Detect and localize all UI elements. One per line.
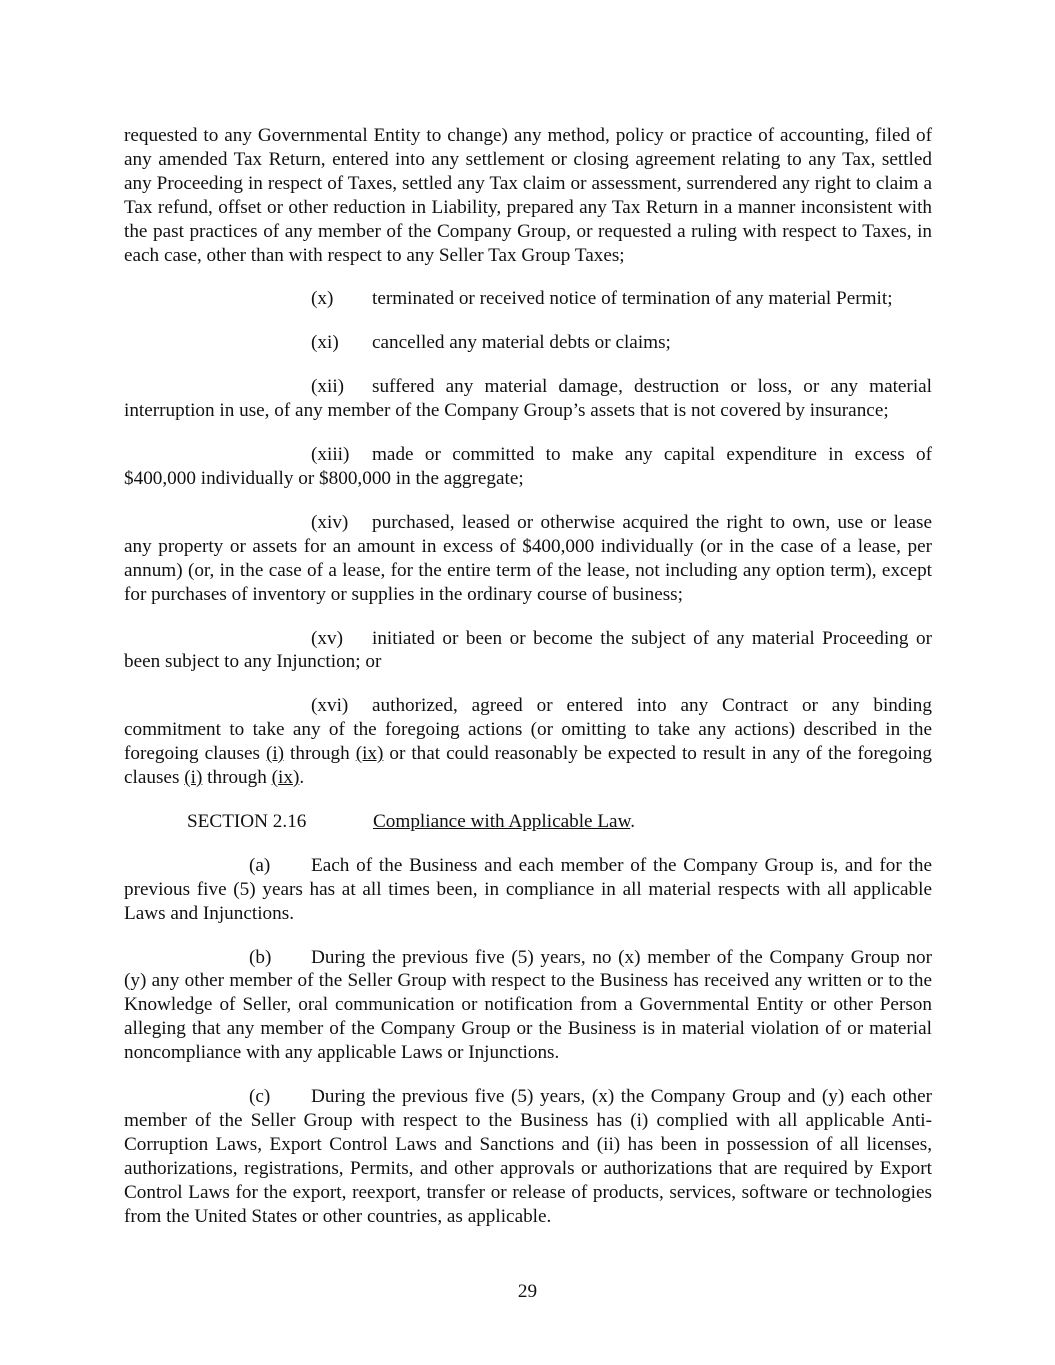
clause-xvi (124, 694, 932, 790)
clause-xi (124, 331, 932, 355)
clause-ref: (ix) (271, 767, 300, 789)
section-heading (124, 810, 932, 834)
clause-text: or that could reasonably be expected to result in any of the foregoing clauses (124, 743, 932, 789)
clause-text: purchased, leased or otherwise acquired the right to own, use or lease any property or assets for an amount in excess of $400,000 individually (or in the case of a lease, per annum) (or, in the case of a lease, for the entire term of the lease, not including any option term), except for purchases of inventory or supplies in the ordinary course of business; (124, 511, 932, 605)
clause-label: (xv) (311, 627, 343, 649)
clause-text: . (299, 767, 305, 789)
clause-text: initiated or been or become the subject of any material Proceeding or been subject to any Injunction; or (124, 627, 932, 673)
clause-text: suffered any material damage, destruction or loss, or any material interruption in use, of any member of the Company Group’s assets that is not covered by insurance; (124, 376, 932, 422)
section-number: SECTION 2.16 (187, 810, 307, 832)
clause-x (124, 287, 932, 311)
continuation-paragraph: requested to any Governmental Entity to change) any method, policy or practice of accounting, filed of any amended Tax Return, entered into any settlement or closing agreement relating to any Tax, settled any Proceeding in respect of Taxes, settled any Tax claim or assessment, surrendered any right to claim a Tax refund, offset or other reduction in Liability, prepared any Tax Return in a manner inconsistent with the past practices of any member of the Company Group, or requested a ruling with respect to Taxes, in each case, other than with respect to any Seller Tax Group Taxes; (124, 125, 932, 266)
subsection-label: (b) (249, 946, 272, 968)
clause-xv (124, 627, 932, 675)
clause-text: made or committed to make any capital expenditure in excess of $400,000 individually or $800,000 in the aggregate; (124, 444, 932, 489)
clause-text: through (284, 743, 356, 765)
section-title-end: . (630, 810, 635, 832)
clause-xiv (124, 511, 932, 607)
clause-ref: (i) (184, 767, 203, 789)
clause-xii (124, 375, 932, 423)
subsection-c (124, 1085, 932, 1228)
document-body (124, 124, 932, 1229)
page-number: 29 (517, 1281, 538, 1302)
clause-xiii (124, 443, 932, 491)
clause-text: cancelled any material debts or claims; (372, 332, 671, 354)
clause-text: through (202, 767, 272, 789)
subsection-label: (a) (249, 854, 271, 876)
clause-label: (xiii) (311, 444, 350, 466)
clause-ref: (i) (265, 743, 285, 765)
subsection-label: (c) (249, 1086, 271, 1108)
subsection-b (124, 946, 932, 1066)
subsection-text: During the previous five (5) years, no (x) member of the Company Group nor (y) any other member of the Seller Group with respect to the Business has received any written or to the Knowledge of Seller, oral communication or notification from a Governmental Entity or other Person alleging that any member of the Company Group or the Business is in material violation of or material noncompliance with any applicable Laws or Injunctions. (124, 946, 932, 1064)
clause-text: terminated or received notice of termination of any material Permit; (372, 288, 893, 310)
clause-label: (xi) (311, 332, 339, 354)
clause-ref: (ix) (355, 743, 384, 765)
clause-label: (x) (311, 288, 334, 310)
subsection-text: During the previous five (5) years, (x) the Company Group and (y) each other member of the Seller Group with respect to the Business has (i) complied with all applicable Anti-Corruption Laws, Export Control Laws and Sanctions and (ii) has been in possession of all licenses, authorizations, registrations, Permits, and other approvals or authorizations that are required by Export Control Laws for the export, reexport, transfer or release of products, services, software or technologies from the United States or other countries, as applicable. (124, 1086, 932, 1227)
clause-label: (xiv) (311, 511, 349, 533)
clause-label: (xii) (311, 376, 345, 398)
subsection-a (124, 854, 932, 926)
section-title: Compliance with Applicable Law (373, 810, 631, 832)
clause-text: authorized, agreed or entered into any Contract or any binding commitment to take any of the foregoing actions (or omitting to take any actions) described in the foregoing clauses (124, 695, 932, 765)
subsection-text: Each of the Business and each member of the Company Group is, and for the previous five (5) years has at all times been, in compliance in all material respects with all applicable Laws and Injunctions. (124, 854, 932, 924)
clause-label: (xvi) (311, 695, 349, 717)
